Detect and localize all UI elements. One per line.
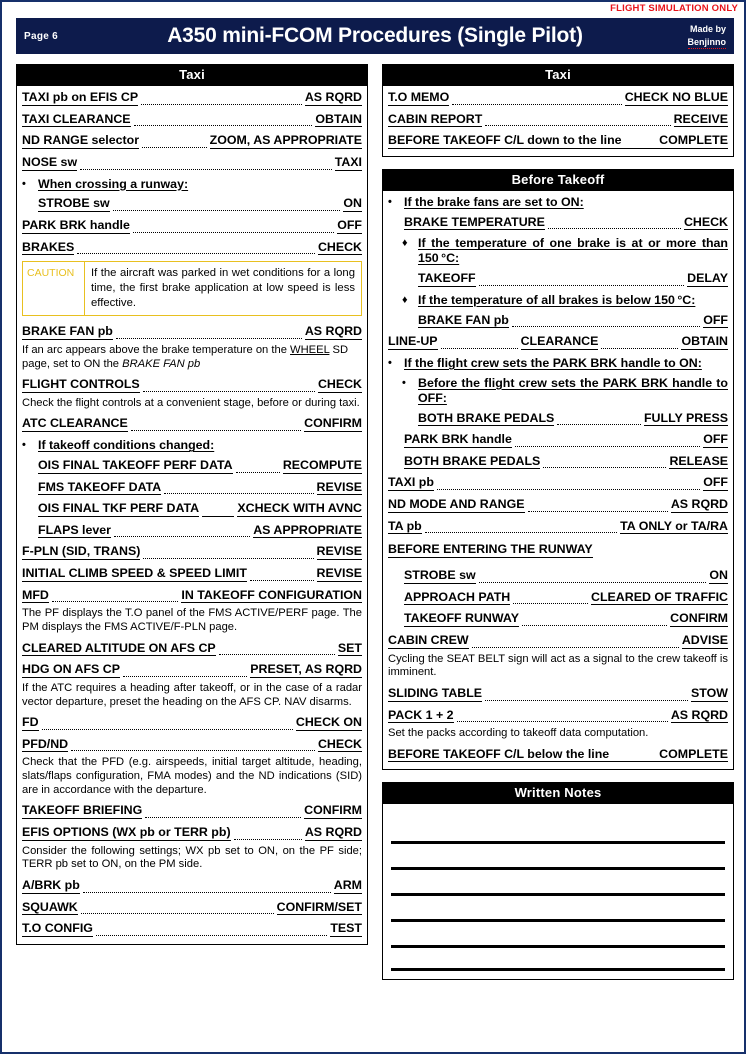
item-action: ON <box>343 196 362 211</box>
item-note: Check that the PFD (e.g. airspeeds, initial target altitude, heading, slats/flaps configuration, FMA modes) and the ND indications (SID) are in accordance with the departure. <box>22 756 362 796</box>
leader-dots <box>142 138 207 148</box>
checklist-row[interactable] <box>22 218 362 234</box>
checklist-row[interactable] <box>22 501 362 517</box>
condition-bullet <box>388 356 728 371</box>
item-label: TAXI CLEARANCE <box>22 111 131 126</box>
leader-dots <box>512 317 700 327</box>
leader-dots <box>83 883 331 893</box>
checklist-row[interactable] <box>388 590 728 606</box>
checklist-row[interactable] <box>22 737 362 753</box>
item-action: AS RQRD <box>670 497 728 511</box>
item-action: AS RQRD <box>304 324 362 339</box>
item-action: TAXI <box>334 154 362 169</box>
checklist-row[interactable] <box>388 633 728 649</box>
leader-dots <box>116 329 302 339</box>
checklist-row[interactable] <box>388 686 728 702</box>
item-action: OFF <box>703 432 728 447</box>
item-label: PARK BRK handle <box>404 432 512 447</box>
note-line[interactable] <box>391 948 725 971</box>
checklist-row[interactable] <box>388 133 728 149</box>
note-line[interactable] <box>391 896 725 922</box>
item-label: CABIN CREW <box>388 633 469 647</box>
leader-dots <box>133 223 334 233</box>
checklist-row[interactable] <box>388 497 728 513</box>
leader-dots <box>219 645 335 655</box>
item-label: A/BRK pb <box>22 878 80 893</box>
subsection-header: BEFORE ENTERING THE RUNWAY <box>388 542 593 557</box>
page-number: Page 6 <box>24 30 59 42</box>
item-note <box>22 344 362 371</box>
condition-bullet <box>388 293 728 308</box>
checklist-row[interactable] <box>22 480 362 496</box>
checklist-row[interactable] <box>388 112 728 128</box>
checklist-row[interactable] <box>388 432 728 448</box>
item-action: CHECK <box>317 736 362 751</box>
leader-dots <box>236 463 280 473</box>
leader-dots <box>557 415 641 425</box>
leader-dots <box>113 201 341 211</box>
item-label: STROBE sw <box>38 196 110 211</box>
checklist-row[interactable] <box>22 921 362 937</box>
item-label: FMS TAKEOFF DATA <box>38 479 162 494</box>
caution-text: If the aircraft was parked in wet conditions for a long time, the first brake application at low speed is less effective. <box>91 267 355 309</box>
item-label: ATC CLEARANCE <box>22 416 128 431</box>
item-action: REVISE <box>316 544 362 559</box>
checklist-row[interactable] <box>388 475 728 491</box>
item-label: BOTH BRAKE PEDALS <box>404 453 541 468</box>
leader-dots <box>77 244 315 254</box>
leader-dots <box>522 616 667 626</box>
checklist-row[interactable] <box>22 112 362 128</box>
item-action: ZOOM, AS APPROPRIATE <box>209 133 362 148</box>
checklist-row[interactable] <box>22 155 362 171</box>
note-emphasis: WHEEL <box>290 343 330 356</box>
checklist-row[interactable] <box>22 544 362 560</box>
leader-solid <box>609 747 659 763</box>
item-label: BRAKE FAN pb <box>22 324 113 339</box>
leader-dots <box>479 276 685 286</box>
condition-text: If the temperature of one brake is at or more than 150 °C: <box>418 236 728 266</box>
leader-solid <box>622 133 660 149</box>
item-action: DELAY <box>687 271 728 286</box>
item-action: COMPLETE <box>659 746 728 761</box>
leader-dots <box>472 638 679 648</box>
item-action: CLEARED OF TRAFFIC <box>591 589 728 604</box>
checklist-row[interactable] <box>22 641 362 657</box>
checklist-row[interactable] <box>22 377 362 393</box>
note-line[interactable] <box>391 922 725 948</box>
item-label: LINE-UP <box>388 334 438 349</box>
item-label: NOSE sw <box>22 154 78 169</box>
checklist-row[interactable] <box>388 411 728 427</box>
checklist-row[interactable] <box>388 334 728 350</box>
condition-bullet <box>22 438 362 453</box>
item-label: TAKEOFF <box>418 271 476 286</box>
leader-dots <box>250 571 314 581</box>
checklist-row[interactable] <box>22 825 362 841</box>
condition-bullet <box>22 177 362 192</box>
columns-container <box>16 64 734 992</box>
leader-dots <box>96 926 327 936</box>
checklist-row[interactable] <box>22 196 362 212</box>
item-action: ARM <box>333 878 362 893</box>
item-label: STROBE sw <box>404 568 476 583</box>
item-label: EFIS OPTIONS (WX pb or TERR pb) <box>22 825 231 840</box>
bullet-round-icon: • <box>388 356 392 369</box>
checklist-row[interactable] <box>22 133 362 149</box>
item-action: CONFIRM <box>670 611 728 626</box>
leader-dots <box>134 116 313 126</box>
item-action: IN TAKEOFF CONFIGURATION <box>181 587 362 602</box>
item-action: AS RQRD <box>670 707 728 722</box>
leader-dots <box>513 594 588 604</box>
item-action: RECOMPUTE <box>282 457 362 472</box>
item-note: The PF displays the T.O panel of the FMS ACTIVE/PERF page. The PM displays the FMS ACTIVE/F-PLN page. <box>22 607 362 634</box>
right-column <box>382 64 734 992</box>
leader-dots <box>145 808 301 818</box>
item-label: BRAKE TEMPERATURE <box>404 214 545 229</box>
item-label: INITIAL CLIMB SPEED & SPEED LIMIT <box>22 566 247 581</box>
item-label: ND MODE AND RANGE <box>388 497 525 511</box>
section-body-before-takeoff <box>382 191 734 771</box>
item-label: TAKEOFF RUNWAY <box>404 611 519 626</box>
item-note: If the ATC requires a heading after takeoff, or in the case of a radar vector departure, preset the heading on the AFS CP. NAV disarms. <box>22 681 362 708</box>
item-label: FD <box>22 715 39 730</box>
leader-dots <box>441 339 518 349</box>
section-taxi-left <box>16 64 368 945</box>
bullet-round-icon: • <box>388 195 392 208</box>
condition-text: If the brake fans are set to ON: <box>404 194 584 209</box>
caution-label: CAUTION <box>23 262 85 315</box>
section-heading-taxi-right: Taxi <box>382 64 734 86</box>
item-label: F-PLN (SID, TRANS) <box>22 544 141 559</box>
item-action: CHECK NO BLUE <box>624 90 728 104</box>
made-by-label: Made by <box>689 24 726 35</box>
item-label: T.O MEMO <box>388 90 450 104</box>
leader-dots <box>71 741 315 751</box>
item-action: XCHECK WITH AVNC <box>237 501 362 516</box>
section-body-taxi <box>16 86 368 945</box>
item-action: OFF <box>703 312 728 327</box>
item-label: TAXI pb <box>388 475 434 490</box>
item-action: PRESET, AS RQRD <box>250 662 362 677</box>
item-label: CLEARED ALTITUDE ON AFS CP <box>22 640 216 655</box>
leader-dots <box>485 691 688 701</box>
item-label: PACK 1 + 2 <box>388 707 454 722</box>
item-action: CONFIRM <box>304 803 362 818</box>
item-label: OIS FINAL TAKEOFF PERF DATA <box>38 457 233 472</box>
checklist-row[interactable] <box>388 611 728 627</box>
item-note: Check the flight controls at a convenient stage, before or during taxi. <box>22 396 360 409</box>
note-line[interactable] <box>391 818 725 844</box>
item-label: APPROACH PATH <box>404 589 511 604</box>
condition-text: If the flight crew sets the PARK BRK handle to ON: <box>404 355 702 370</box>
checklist-row[interactable] <box>388 90 728 106</box>
condition-bullet <box>388 236 728 266</box>
item-action: RECEIVE <box>673 111 728 126</box>
checklist-row[interactable] <box>388 519 728 535</box>
leader-dots <box>164 484 313 494</box>
checklist-row[interactable] <box>22 458 362 474</box>
item-label: BEFORE TAKEOFF C/L below the line <box>388 746 610 761</box>
item-action: ON <box>709 568 728 583</box>
leader-dots <box>80 160 332 170</box>
item-label: SQUAWK <box>22 899 78 914</box>
item-action: CHECK <box>317 239 362 254</box>
leader-dots <box>452 95 621 105</box>
left-column <box>16 64 368 992</box>
checklist-row[interactable] <box>22 566 362 582</box>
written-notes-area[interactable] <box>382 804 734 980</box>
page-title: A350 mini-FCOM Procedures (Single Pilot) <box>167 24 583 47</box>
section-written-notes <box>382 782 734 980</box>
author-credit <box>636 23 726 48</box>
item-action: STOW <box>691 685 728 700</box>
leader-dots <box>143 382 315 392</box>
leader-dots <box>143 549 313 559</box>
bullet-round-icon: • <box>22 439 26 452</box>
note-part: If an arc appears above the brake temperature on the <box>22 343 291 356</box>
leader-dots <box>81 904 274 914</box>
bullet-diamond-icon: ♦ <box>402 237 408 250</box>
note-part: SD page, set to ON the <box>22 343 349 370</box>
item-label: BOTH BRAKE PEDALS <box>418 410 555 425</box>
checklist-row[interactable] <box>388 313 728 329</box>
leader-dots <box>601 339 678 349</box>
leader-dots <box>141 95 302 105</box>
leader-dots <box>485 116 670 126</box>
item-action: CONFIRM/SET <box>276 899 362 914</box>
item-action: OBTAIN <box>315 111 362 126</box>
item-label: PFD/ND <box>22 736 69 751</box>
condition-text: Before the flight crew sets the PARK BRK handle to OFF: <box>418 375 728 405</box>
flight-simulation-notice: FLIGHT SIMULATION ONLY <box>610 3 738 14</box>
leader-dots <box>479 573 707 583</box>
item-action: OBTAIN <box>681 334 729 349</box>
item-action: REVISE <box>316 566 362 581</box>
item-action: REVISE <box>316 479 362 494</box>
item-label: TA pb <box>388 518 422 533</box>
checklist-row[interactable] <box>22 416 362 432</box>
item-label: TAKEOFF BRIEFING <box>22 803 143 818</box>
bullet-round-icon: • <box>402 376 406 389</box>
checklist-row[interactable] <box>388 454 728 470</box>
item-action: AS RQRD <box>304 825 362 840</box>
checklist-row[interactable] <box>388 708 728 724</box>
bullet-round-icon: • <box>22 177 26 190</box>
leader-dots <box>425 523 617 533</box>
item-action: COMPLETE <box>659 133 728 148</box>
leader-dots <box>234 830 302 840</box>
leader-dots <box>437 480 700 490</box>
condition-text: If the temperature of all brakes is below 150 °C: <box>418 292 696 307</box>
item-note: Cycling the SEAT BELT sign will act as a signal to the crew takeoff is imminent. <box>388 652 728 679</box>
condition-text: If takeoff conditions changed: <box>38 438 215 453</box>
item-label: FLIGHT CONTROLS <box>22 377 140 392</box>
section-heading-taxi: Taxi <box>16 64 368 86</box>
item-label: MFD <box>22 587 49 602</box>
leader-dots <box>52 592 179 602</box>
checklist-row[interactable] <box>22 588 362 604</box>
checklist-row[interactable] <box>388 271 728 287</box>
item-label: CABIN REPORT <box>388 111 483 126</box>
leader-dots <box>42 720 293 730</box>
section-taxi-right <box>382 64 734 157</box>
item-label: OIS FINAL TKF PERF DATA <box>38 501 200 516</box>
item-label: T.O CONFIG <box>22 921 93 936</box>
checklist-row[interactable] <box>22 523 362 539</box>
title-bar <box>16 18 734 54</box>
note-italic: BRAKE FAN pb <box>122 357 201 370</box>
note-line[interactable] <box>391 870 725 896</box>
condition-text: When crossing a runway: <box>38 176 189 191</box>
item-action: FULLY PRESS <box>643 410 728 425</box>
leader-dots <box>123 667 247 677</box>
checklist-row[interactable] <box>22 715 362 731</box>
bullet-diamond-icon: ♦ <box>402 293 408 306</box>
section-heading-written-notes: Written Notes <box>382 782 734 804</box>
item-label: BRAKE FAN pb <box>418 312 509 327</box>
item-label: TAXI pb on EFIS CP <box>22 90 139 104</box>
item-action: AS APPROPRIATE <box>253 522 362 537</box>
section-body-taxi-right <box>382 86 734 157</box>
item-action: CHECK <box>683 214 728 229</box>
leader-dots <box>457 712 668 722</box>
leader-dots <box>515 437 700 447</box>
subsection-header-wrap <box>388 540 728 563</box>
leader-dots <box>114 527 250 537</box>
checklist-row[interactable] <box>388 568 728 584</box>
item-action: AS RQRD <box>304 90 362 104</box>
note-line[interactable] <box>391 844 725 870</box>
checklist-row[interactable] <box>22 878 362 894</box>
item-label: BEFORE TAKEOFF C/L down to the line <box>388 133 622 148</box>
item-action: ADVISE <box>681 633 728 647</box>
item-label-mid: CLEARANCE <box>520 334 599 349</box>
item-note: Set the packs according to takeoff data computation. <box>388 727 649 740</box>
item-label: PARK BRK handle <box>22 218 130 232</box>
item-label: BRAKES <box>22 239 75 254</box>
checklist-row[interactable] <box>22 662 362 678</box>
item-action: CHECK <box>317 377 362 392</box>
checklist-row[interactable] <box>22 900 362 916</box>
item-label: FLAPS lever <box>38 522 111 537</box>
item-action: OFF <box>703 475 728 490</box>
checklist-row[interactable] <box>22 324 362 340</box>
author-name: Benjinno <box>688 36 727 49</box>
leader-dots <box>548 219 681 229</box>
item-action: RELEASE <box>669 453 728 468</box>
checklist-row[interactable] <box>388 747 728 763</box>
checklist-row[interactable] <box>22 90 362 106</box>
caution-box <box>22 261 362 316</box>
item-action: CONFIRM <box>304 416 362 431</box>
section-before-takeoff <box>382 169 734 771</box>
leader-dots <box>131 421 301 431</box>
section-heading-before-takeoff: Before Takeoff <box>382 169 734 191</box>
checklist-row[interactable] <box>388 215 728 231</box>
leader-dots <box>528 502 668 512</box>
item-action: TA ONLY or TA/RA <box>620 518 728 533</box>
item-action: OFF <box>337 218 362 232</box>
checklist-row[interactable] <box>22 240 362 256</box>
leader-dots <box>202 516 234 517</box>
item-action: TEST <box>330 921 362 936</box>
leader-dots <box>543 458 666 468</box>
item-label: ND RANGE selector <box>22 133 140 148</box>
item-action: SET <box>337 640 362 655</box>
item-action: CHECK ON <box>295 715 362 730</box>
condition-bullet <box>388 376 728 406</box>
condition-bullet <box>388 195 728 210</box>
item-label: SLIDING TABLE <box>388 685 483 700</box>
item-note: Consider the following settings; WX pb set to ON, on the PF side; TERR pb set to ON, on the PM side. <box>22 844 362 871</box>
item-label: HDG ON AFS CP <box>22 662 120 677</box>
checklist-row[interactable] <box>22 803 362 819</box>
